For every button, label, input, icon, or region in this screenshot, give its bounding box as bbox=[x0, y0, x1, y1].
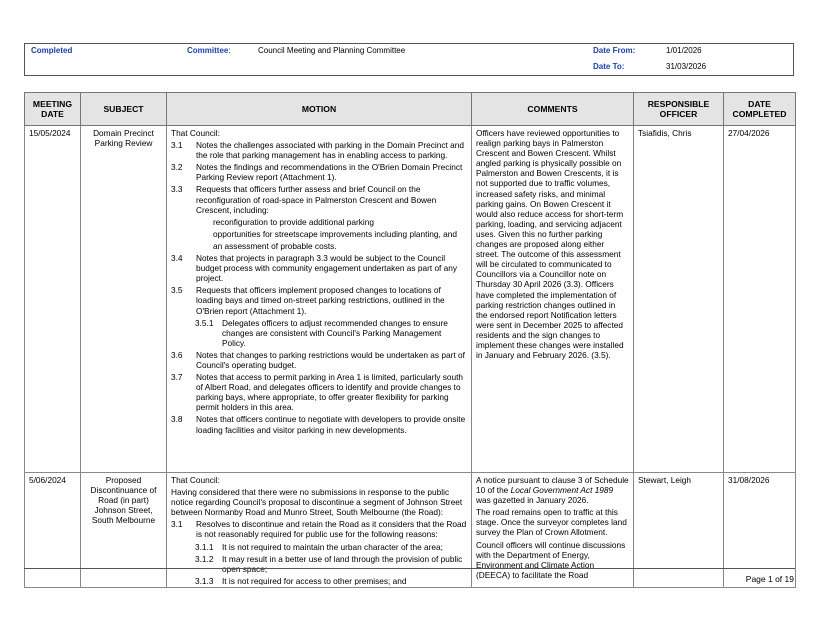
motion-item-text: Delegates officers to adjust recommended changes to ensure changes are consistent with Council's Parking Management Policy. bbox=[222, 317, 448, 348]
motion-item-number: 3.1 bbox=[171, 140, 183, 151]
motion-item-text: reconfiguration to provide additional parking bbox=[213, 216, 374, 227]
comment-text: A notice pursuant to clause 3 of Schedule 10 of the bbox=[476, 475, 629, 496]
comments-cell: Officers have reviewed opportunities to realign parking bays in Palmerston Crescent and Bowen Crescent. Whilst angled parking is physically possible on Palmerston and Bowen Crescents, it is not supported due to traffic volumes, increased safety risks, and minimal parking gains. On Bowen Crescent it would also reduce access for short-term parking, loading, and servicing adjacent uses. Given this no further parking changes are proposed along either street. The outcome of this assessment will be circulated to communicated to Councillors via a Councillor note on Thursday 30 April 2026 (3.3). Officers have completed the implementation of parking restriction changes outlined in the endorsed report Notification letters were sent in December 2025 to affected residents and the sign changes to implement these changes were installed in January and February 2026. (3.5). bbox=[472, 126, 634, 473]
date-completed-cell: 31/08/2026 bbox=[724, 473, 796, 588]
motion-item-text: Notes that officers continue to negotiate with developers to provide onsite loading facilities and visitor parking in new developments. bbox=[196, 414, 466, 435]
column-header-comments: COMMENTS bbox=[472, 93, 634, 126]
motion-item-number: 3.1 bbox=[171, 519, 183, 530]
motion-item-text: It may result in a better use of land through the provision of public open space; bbox=[222, 553, 463, 574]
motion-item bbox=[171, 285, 467, 315]
column-header-date-completed: DATE COMPLETED bbox=[724, 93, 796, 126]
meeting-date-cell: 15/05/2024 bbox=[25, 126, 81, 473]
report-header bbox=[24, 43, 794, 76]
subject-cell: Proposed Discontinuance of Road (in part) Johnson Street, South Melbourne bbox=[81, 473, 167, 588]
motion-item-text: Notes that projects in paragraph 3.3 would be subject to the Council budget process with community engagement undertaken as part of any project. bbox=[196, 253, 458, 284]
comment-act-title: Local Government Act 1989 bbox=[510, 485, 614, 496]
column-header-motion: MOTION bbox=[167, 93, 472, 126]
motion-item-text: Resolves to discontinue and retain the Road as it considers that the Road is not reasonably required for public use for the following reasons: bbox=[196, 519, 467, 540]
column-header-responsible-officer: RESPONSIBLE OFFICER bbox=[634, 93, 724, 126]
motion-item-number: 3.5.1 bbox=[195, 317, 214, 328]
comment-text: was gazetted in January 2026. bbox=[476, 495, 589, 506]
motion-item-number: 3.1.1 bbox=[195, 541, 214, 552]
motion-item bbox=[171, 350, 467, 370]
motion-cell bbox=[167, 126, 472, 473]
motion-item-text: Notes that access to permit parking in Area 1 is limited, particularly south of Albert Road, and delegates officers to identify and provide changes to parking bays, where appropriate, to offer greater flexibility for parking permit holders in this area. bbox=[196, 372, 464, 413]
date-from-label: Date From: bbox=[593, 46, 636, 55]
motion-item-number: 3.5 bbox=[171, 285, 183, 296]
comment-paragraph: The road remains open to traffic at this stage. Once the surveyor completes land survey the Plan of Crown Allotment. bbox=[476, 507, 627, 538]
motion-bullet-item bbox=[171, 229, 467, 239]
responsible-officer-cell: Stewart, Leigh bbox=[634, 473, 724, 588]
motion-item-number: 3.3 bbox=[171, 184, 183, 195]
committee-colon: : bbox=[228, 46, 231, 55]
column-header-subject: SUBJECT bbox=[81, 93, 167, 126]
motion-item-number: 3.2 bbox=[171, 162, 183, 173]
motion-item-number: 3.8 bbox=[171, 414, 183, 425]
motion-intro: That Council: bbox=[171, 128, 220, 138]
motion-item bbox=[171, 372, 467, 412]
committee-label-text: Committee bbox=[187, 46, 229, 55]
motion-item-text: It is not required to maintain the urban character of the area; bbox=[222, 541, 443, 552]
committee-value: Council Meeting and Planning Committee bbox=[258, 46, 406, 55]
comments-cell bbox=[472, 473, 634, 588]
meeting-date-cell: 5/06/2024 bbox=[25, 473, 81, 588]
motion-item-text: Notes the challenges associated with parking in the Domain Precinct and the role that parking management has in enabling access to parking. bbox=[196, 140, 464, 161]
motion-item-text: Requests that officers implement proposed changes to locations of loading bays and timed on-street parking restrictions, outlined in the O'Brien report (Attachment 1). bbox=[196, 285, 445, 316]
motion-subitem bbox=[171, 318, 467, 348]
motion-bullet-item bbox=[171, 217, 467, 227]
motion-item bbox=[171, 162, 467, 182]
motion-intro: That Council: bbox=[171, 475, 220, 485]
motion-subitem bbox=[171, 576, 467, 585]
status-label: Completed bbox=[31, 46, 73, 55]
motion-item-number: 3.4 bbox=[171, 253, 183, 264]
date-completed-cell: 27/04/2026 bbox=[724, 126, 796, 473]
motion-bullet-item bbox=[171, 241, 467, 251]
comment-paragraph bbox=[476, 475, 629, 505]
table-row bbox=[25, 473, 796, 588]
date-to-value: 31/03/2026 bbox=[666, 62, 707, 71]
committee-label bbox=[187, 46, 231, 55]
motion-item bbox=[171, 184, 467, 214]
motion-item-number: 3.1.3 bbox=[195, 575, 214, 585]
date-from-value: 1/01/2026 bbox=[666, 46, 702, 55]
motion-paragraph: Having considered that there were no submissions in response to the public notice regarding Council's proposal to discontinue a segment of Johnson Street between Normanby Road and Munro Street, South Melbourne (the Road): bbox=[171, 487, 463, 518]
motion-item-text: an assessment of probable costs. bbox=[213, 240, 337, 251]
motion-item-number: 3.7 bbox=[171, 372, 183, 383]
motion-subitem bbox=[171, 542, 467, 552]
motion-item-text: opportunities for streetscape improvements including planting, and bbox=[213, 228, 457, 239]
actions-table bbox=[24, 92, 796, 588]
motion-item-text: Notes that changes to parking restrictions would be undertaken as part of Council's operating budget. bbox=[196, 349, 465, 370]
table-header-row bbox=[25, 93, 796, 126]
footer-divider bbox=[24, 568, 795, 569]
page-number: Page 1 of 19 bbox=[745, 574, 794, 584]
responsible-officer-cell: Tsiafidis, Chris bbox=[634, 126, 724, 473]
column-header-meeting-date: MEETING DATE bbox=[25, 93, 81, 126]
comment-paragraph: Council officers will continue discussions with the Department of Energy, Environment and Climate Action (DEECA) to facilitate the Road bbox=[476, 539, 626, 580]
motion-item bbox=[171, 414, 467, 434]
motion-cell bbox=[167, 473, 472, 588]
motion-item-number: 3.1.2 bbox=[195, 553, 214, 564]
motion-subitem bbox=[171, 554, 467, 574]
motion-item-number: 3.6 bbox=[171, 349, 183, 360]
motion-item-text: Requests that officers further assess and brief Council on the reconfiguration of road-space in Palmerston Crescent and Bowen Crescent, including: bbox=[196, 184, 437, 215]
date-to-label: Date To: bbox=[593, 62, 625, 71]
motion-item bbox=[171, 253, 467, 283]
motion-item-text: Notes the findings and recommendations in the O'Brien Domain Precinct Parking Review report (Attachment 1). bbox=[196, 162, 463, 183]
motion-item-text: It is not required for access to other premises; and bbox=[222, 575, 407, 585]
motion-item bbox=[171, 519, 467, 539]
motion-item bbox=[171, 140, 467, 160]
table-row bbox=[25, 126, 796, 473]
subject-cell: Domain Precinct Parking Review bbox=[81, 126, 167, 473]
